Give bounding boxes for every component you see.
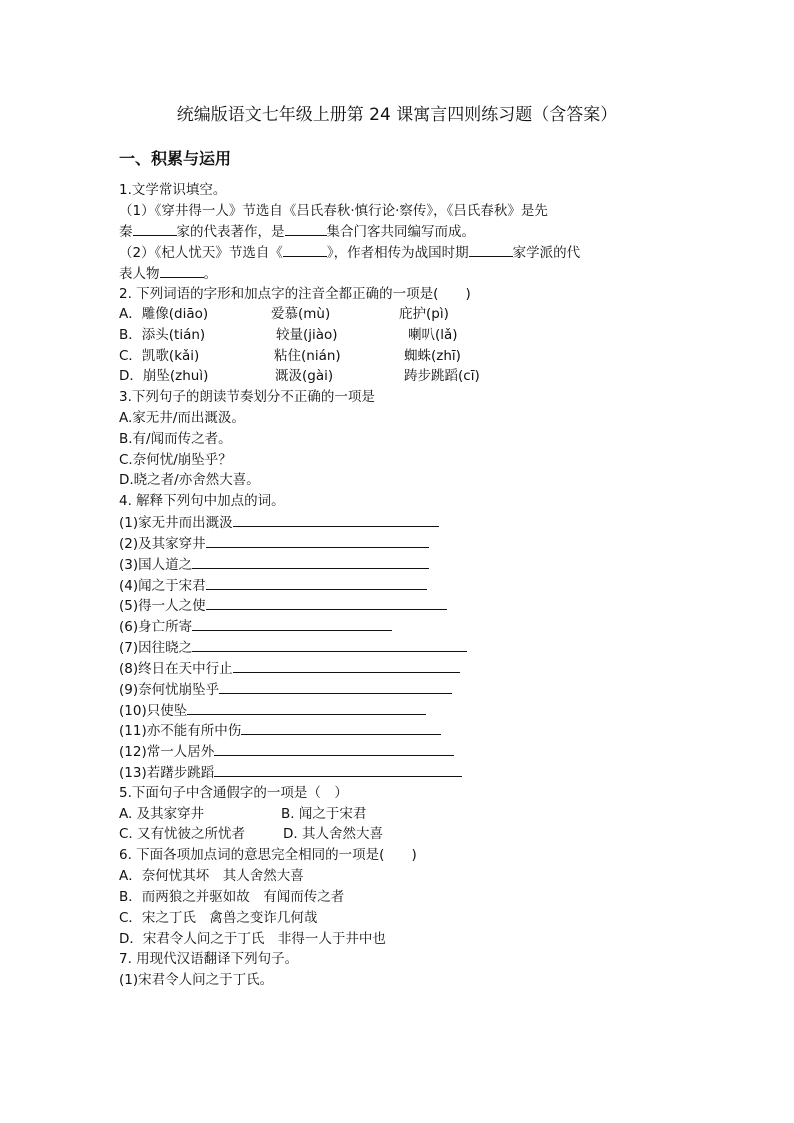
q4-item-text: (9)奈何忧崩坠乎 — [119, 682, 220, 698]
answer-line — [241, 720, 441, 735]
q2-option-b — [119, 325, 458, 345]
q4-item-text: (5)得一人之使 — [119, 598, 206, 614]
q4-stem: 4. 解释下列句中加点的词。 — [119, 493, 285, 509]
option-word: B．添头(tián) — [119, 327, 206, 343]
answer-line — [206, 575, 427, 590]
q1-text: 家的代表著作，是 — [176, 224, 285, 240]
option-word: 爱慕(mù) — [271, 306, 331, 322]
q6-option-c: C．宋之丁氏 禽兽之变诈几何哉 — [119, 910, 318, 926]
q6-option-b: B．而两狼之并驱如故 有闻而传之者 — [119, 889, 345, 905]
q4-item — [119, 762, 462, 783]
q7-stem: 7. 用现代汉语翻译下列句子。 — [119, 951, 299, 967]
option-word: 粘住(nián) — [274, 348, 341, 364]
option-text: A. 及其家穿井 — [119, 806, 205, 822]
q6-stem: 6. 下面各项加点词的意思完全相同的一项是( ) — [119, 847, 417, 863]
q4-item-text: (4)闻之于宋君 — [119, 578, 206, 594]
q1-text: 表人物 — [119, 266, 160, 282]
q1-part2-line2 — [119, 263, 217, 284]
q2-option-d — [119, 366, 480, 386]
q4-item-text: (10)只使坠 — [119, 703, 188, 719]
option-word: 喇叭(lǎ) — [408, 327, 458, 343]
answer-line — [206, 533, 429, 548]
q3-option-d: D.晓之者/亦舍然大喜。 — [119, 472, 260, 488]
q4-item-text: (7)因往晓之 — [119, 640, 193, 656]
q1-text: 家学派的代 — [512, 245, 581, 261]
q1-part1-line1: （1）《穿井得一人》节选自《吕氏春秋·慎行论·察传》，《吕氏春秋》是先 — [119, 203, 548, 219]
q4-item — [119, 512, 439, 533]
q4-item-text: (2)及其家穿井 — [119, 536, 206, 552]
q3-option-a: A.家无井/而出溉汲。 — [119, 410, 245, 426]
fill-blank — [133, 221, 177, 236]
q4-item-text: (11)亦不能有所中伤 — [119, 723, 242, 739]
q2-option-c — [119, 346, 461, 366]
q4-item-text: (12)常一人居外 — [119, 744, 215, 760]
q1-text: 。 — [203, 266, 217, 282]
q1-text: 集合门客共同编写而成。 — [326, 224, 475, 240]
fill-blank — [283, 242, 327, 257]
option-text: D. 其人舍然大喜 — [283, 826, 383, 842]
q1-text: 》，作者相传为战国时期 — [326, 245, 469, 261]
answer-line — [206, 595, 447, 610]
q5-options-row2 — [119, 824, 383, 844]
fill-blank — [285, 221, 327, 236]
q3-option-b: B.有/闻而传之者。 — [119, 431, 232, 447]
q6-option-d: D．宋君令人问之于丁氏 非得一人于井中也 — [119, 931, 386, 947]
q2-stem: 2. 下列词语的字形和加点字的注音全都正确的一项是( ) — [119, 286, 471, 302]
q4-item — [119, 679, 452, 700]
option-word: D．崩坠(zhuì) — [119, 368, 209, 384]
q4-item — [119, 720, 441, 741]
q4-item-text: (3)国人道之 — [119, 557, 193, 573]
q5-options-row1 — [119, 804, 366, 824]
q1-part1-line2 — [119, 221, 475, 242]
answer-line — [187, 700, 426, 715]
q4-item — [119, 533, 429, 554]
fill-blank — [160, 263, 204, 278]
q1-part2-line1 — [119, 242, 580, 263]
option-text: C. 又有忧彼之所忧者 — [119, 826, 246, 842]
option-word: 较量(jiào) — [276, 327, 338, 343]
q4-item-text: (8)终日在天中行止 — [119, 661, 233, 677]
q5-stem: 5.下面句子中含通假字的一项是（ ） — [119, 785, 348, 801]
q4-item — [119, 741, 454, 762]
q1-stem: 1.文学常识填空。 — [119, 182, 227, 198]
option-word: C．凯歌(kǎi) — [119, 348, 200, 364]
option-word: 庇护(pì) — [399, 306, 449, 322]
q4-item-text: (1)家无井而出溉汲 — [119, 515, 233, 531]
section-heading: 一、积累与运用 — [119, 149, 232, 168]
q4-item — [119, 637, 467, 658]
q3-stem: 3.下列句子的朗读节奏划分不正确的一项是 — [119, 389, 375, 405]
answer-line — [219, 679, 452, 694]
option-word: 蜘蛛(zhī) — [404, 348, 461, 364]
answer-line — [214, 741, 454, 756]
q4-item-text: (6)身亡所寄 — [119, 619, 193, 635]
option-word: A．雕像(diāo) — [119, 306, 209, 322]
page-title: 统编版语文七年级上册第 24 课寓言四则练习题（含答案） — [176, 105, 618, 125]
q7-item: (1)宋君令人问之于丁氏。 — [119, 972, 274, 988]
option-word: 踌步跳蹈(cī) — [404, 368, 480, 384]
q4-item — [119, 658, 460, 679]
q6-option-a: A．奈何忧其坏 其人舍然大喜 — [119, 868, 304, 884]
q4-item — [119, 595, 447, 616]
answer-line — [192, 554, 429, 569]
q4-item — [119, 700, 426, 721]
q4-item-text: (13)若躇步跳蹈 — [119, 765, 215, 781]
q4-item — [119, 554, 429, 575]
answer-line — [214, 762, 462, 777]
q1-text: （2）《杞人忧天》节选自《 — [119, 245, 283, 261]
answer-line — [233, 658, 460, 673]
option-text: B. 闻之于宋君 — [281, 806, 367, 822]
answer-line — [233, 512, 439, 527]
q2-option-a — [119, 304, 449, 324]
fill-blank — [469, 242, 513, 257]
q4-item — [119, 575, 427, 596]
answer-line — [192, 616, 392, 631]
q4-item — [119, 616, 392, 637]
q1-text: 秦 — [119, 224, 133, 240]
q3-option-c: C.奈何忧/崩坠乎？ — [119, 452, 232, 468]
answer-line — [192, 637, 467, 652]
option-word: 溉汲(gài) — [275, 368, 334, 384]
